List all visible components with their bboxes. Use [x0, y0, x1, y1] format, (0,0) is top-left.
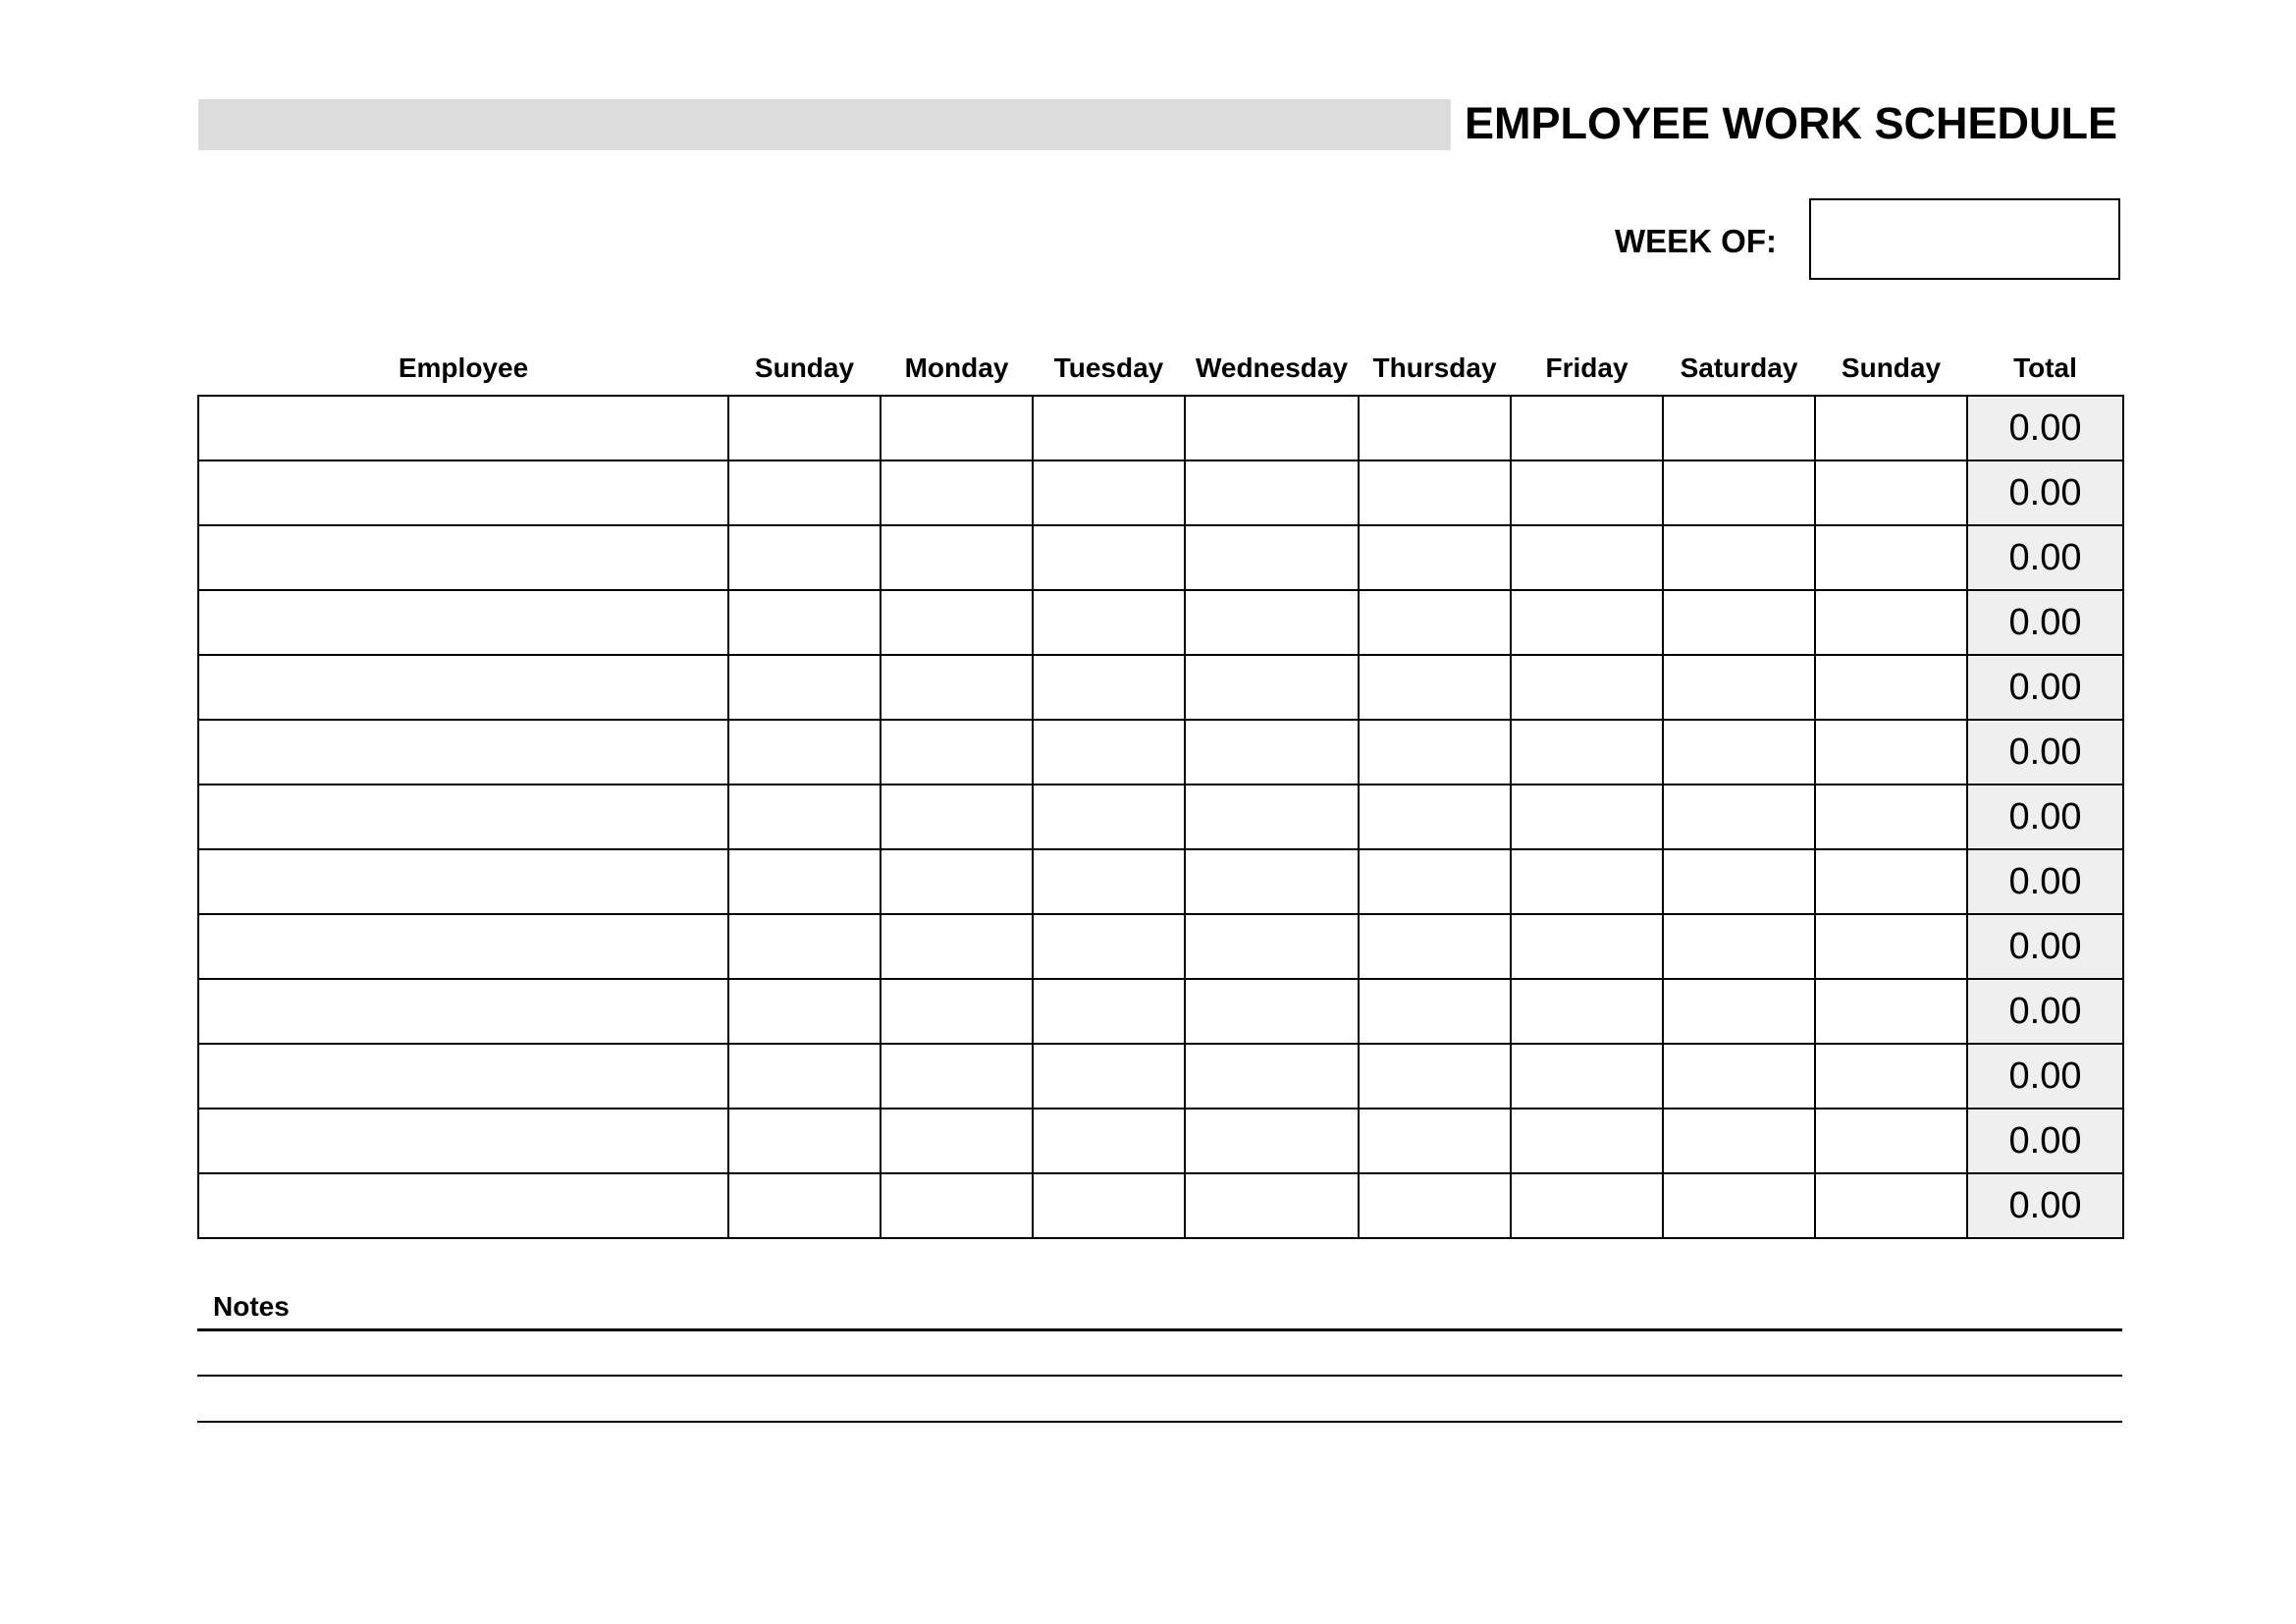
- hours-cell[interactable]: [1359, 720, 1511, 785]
- notes-line: [197, 1328, 2122, 1331]
- hours-cell[interactable]: [1033, 720, 1185, 785]
- hours-cell[interactable]: [1511, 914, 1663, 979]
- notes-line: [197, 1421, 2122, 1423]
- hours-cell[interactable]: [1359, 849, 1511, 914]
- week-of-label: WEEK OF:: [1615, 223, 1777, 259]
- hours-cell[interactable]: [1033, 979, 1185, 1044]
- hours-cell[interactable]: [1359, 1044, 1511, 1109]
- total-cell: 0.00: [1967, 590, 2123, 655]
- col-sunday: Sunday: [754, 352, 855, 383]
- hours-cell[interactable]: [1815, 785, 1967, 849]
- hours-cell[interactable]: [1815, 914, 1967, 979]
- hours-cell[interactable]: [1033, 849, 1185, 914]
- hours-cell[interactable]: [1033, 655, 1185, 720]
- hours-cell[interactable]: [728, 785, 881, 849]
- hours-cell[interactable]: [1185, 1044, 1359, 1109]
- schedule-table: [197, 342, 2124, 1239]
- employee-cell[interactable]: [198, 396, 728, 460]
- hours-cell[interactable]: [881, 720, 1033, 785]
- table-row: [198, 785, 2123, 849]
- hours-cell[interactable]: [1511, 655, 1663, 720]
- hours-cell[interactable]: [728, 1044, 881, 1109]
- employee-cell[interactable]: [198, 849, 728, 914]
- title-bar: [198, 99, 1451, 150]
- hours-cell[interactable]: [881, 460, 1033, 525]
- schedule-body: [198, 396, 2123, 1238]
- hours-cell[interactable]: [1359, 396, 1511, 460]
- hours-cell[interactable]: [1185, 396, 1359, 460]
- hours-cell[interactable]: [1815, 979, 1967, 1044]
- table-row: [198, 1044, 2123, 1109]
- employee-cell[interactable]: [198, 590, 728, 655]
- hours-cell[interactable]: [1359, 1109, 1511, 1173]
- hours-cell[interactable]: [881, 1044, 1033, 1109]
- hours-cell[interactable]: [1033, 1173, 1185, 1238]
- hours-cell[interactable]: [1815, 720, 1967, 785]
- employee-cell[interactable]: [198, 979, 728, 1044]
- hours-cell[interactable]: [1663, 1109, 1815, 1173]
- hours-cell[interactable]: [728, 1109, 881, 1173]
- hours-cell[interactable]: [728, 590, 881, 655]
- hours-cell[interactable]: [1185, 525, 1359, 590]
- hours-cell[interactable]: [1359, 914, 1511, 979]
- total-cell: 0.00: [1967, 525, 2123, 590]
- hours-cell[interactable]: [1511, 460, 1663, 525]
- hours-cell[interactable]: [1033, 525, 1185, 590]
- hours-cell[interactable]: [1511, 525, 1663, 590]
- hours-cell[interactable]: [1663, 914, 1815, 979]
- hours-cell[interactable]: [1185, 849, 1359, 914]
- hours-cell[interactable]: [1185, 590, 1359, 655]
- hours-cell[interactable]: [1815, 396, 1967, 460]
- col-monday: Monday: [904, 352, 1009, 383]
- hours-cell[interactable]: [1033, 590, 1185, 655]
- hours-cell[interactable]: [1815, 1044, 1967, 1109]
- hours-cell[interactable]: [1663, 655, 1815, 720]
- table-row: [198, 1173, 2123, 1238]
- col-sunday-2: Sunday: [1841, 352, 1942, 383]
- hours-cell[interactable]: [1663, 1173, 1815, 1238]
- employee-cell[interactable]: [198, 525, 728, 590]
- hours-cell[interactable]: [881, 979, 1033, 1044]
- hours-cell[interactable]: [881, 525, 1033, 590]
- hours-cell[interactable]: [1185, 655, 1359, 720]
- hours-cell[interactable]: [1511, 849, 1663, 914]
- col-employee: Employee: [398, 352, 529, 383]
- hours-cell[interactable]: [1511, 979, 1663, 1044]
- hours-cell[interactable]: [881, 849, 1033, 914]
- hours-cell[interactable]: [728, 396, 881, 460]
- notes-line: [197, 1375, 2122, 1377]
- hours-cell[interactable]: [1511, 396, 1663, 460]
- hours-cell[interactable]: [728, 849, 881, 914]
- hours-cell[interactable]: [1185, 460, 1359, 525]
- table-row: [198, 525, 2123, 590]
- hours-cell[interactable]: [1815, 590, 1967, 655]
- hours-cell[interactable]: [1033, 914, 1185, 979]
- hours-cell[interactable]: [1511, 785, 1663, 849]
- total-cell: 0.00: [1967, 979, 2123, 1044]
- total-cell: 0.00: [1967, 460, 2123, 525]
- total-cell: 0.00: [1967, 914, 2123, 979]
- hours-cell[interactable]: [1359, 590, 1511, 655]
- employee-cell[interactable]: [198, 720, 728, 785]
- hours-cell[interactable]: [1815, 1173, 1967, 1238]
- hours-cell[interactable]: [1663, 525, 1815, 590]
- hours-cell[interactable]: [728, 979, 881, 1044]
- hours-cell[interactable]: [728, 1173, 881, 1238]
- hours-cell[interactable]: [1815, 525, 1967, 590]
- hours-cell[interactable]: [1815, 460, 1967, 525]
- hours-cell[interactable]: [881, 1109, 1033, 1173]
- hours-cell[interactable]: [1185, 720, 1359, 785]
- hours-cell[interactable]: [881, 655, 1033, 720]
- hours-cell[interactable]: [1663, 979, 1815, 1044]
- employee-cell[interactable]: [198, 914, 728, 979]
- total-cell: 0.00: [1967, 785, 2123, 849]
- hours-cell[interactable]: [728, 460, 881, 525]
- hours-cell[interactable]: [1511, 590, 1663, 655]
- hours-cell[interactable]: [881, 914, 1033, 979]
- hours-cell[interactable]: [1359, 460, 1511, 525]
- hours-cell[interactable]: [1511, 1173, 1663, 1238]
- employee-cell[interactable]: [198, 1044, 728, 1109]
- hours-cell[interactable]: [1511, 1044, 1663, 1109]
- col-thursday: Thursday: [1372, 352, 1497, 383]
- hours-cell[interactable]: [1033, 785, 1185, 849]
- hours-cell[interactable]: [1511, 1109, 1663, 1173]
- hours-cell[interactable]: [1359, 655, 1511, 720]
- table-row: [198, 655, 2123, 720]
- total-cell: 0.00: [1967, 396, 2123, 460]
- employee-cell[interactable]: [198, 655, 728, 720]
- hours-cell[interactable]: [881, 1173, 1033, 1238]
- table-row: [198, 396, 2123, 460]
- notes-label: Notes: [213, 1291, 290, 1322]
- col-total: Total: [2013, 352, 2077, 383]
- table-row: [198, 460, 2123, 525]
- hours-cell[interactable]: [881, 590, 1033, 655]
- hours-cell[interactable]: [1815, 655, 1967, 720]
- col-friday: Friday: [1545, 352, 1629, 383]
- table-row: [198, 979, 2123, 1044]
- hours-cell[interactable]: [1663, 720, 1815, 785]
- employee-cell[interactable]: [198, 1109, 728, 1173]
- hours-cell[interactable]: [728, 914, 881, 979]
- hours-cell[interactable]: [1359, 525, 1511, 590]
- hours-cell[interactable]: [728, 655, 881, 720]
- hours-cell[interactable]: [1185, 1109, 1359, 1173]
- table-row: [198, 1109, 2123, 1173]
- col-tuesday: Tuesday: [1053, 352, 1164, 383]
- total-cell: 0.00: [1967, 655, 2123, 720]
- hours-cell[interactable]: [1359, 979, 1511, 1044]
- hours-cell[interactable]: [1663, 590, 1815, 655]
- hours-cell[interactable]: [728, 525, 881, 590]
- week-of-field[interactable]: [1809, 198, 2120, 280]
- employee-cell[interactable]: [198, 460, 728, 525]
- total-cell: 0.00: [1967, 720, 2123, 785]
- hours-cell[interactable]: [1359, 1173, 1511, 1238]
- table-row: [198, 590, 2123, 655]
- employee-cell[interactable]: [198, 1173, 728, 1238]
- hours-cell[interactable]: [1185, 1173, 1359, 1238]
- hours-cell[interactable]: [1663, 460, 1815, 525]
- table-row: [198, 720, 2123, 785]
- table-row: [198, 914, 2123, 979]
- hours-cell[interactable]: [1033, 396, 1185, 460]
- hours-cell[interactable]: [1815, 1109, 1967, 1173]
- hours-cell[interactable]: [1033, 1109, 1185, 1173]
- col-wednesday: Wednesday: [1195, 352, 1349, 383]
- employee-cell[interactable]: [198, 785, 728, 849]
- hours-cell[interactable]: [881, 785, 1033, 849]
- table-row: [198, 849, 2123, 914]
- hours-cell[interactable]: [1359, 785, 1511, 849]
- hours-cell[interactable]: [1033, 460, 1185, 525]
- hours-cell[interactable]: [1511, 720, 1663, 785]
- hours-cell[interactable]: [1663, 1044, 1815, 1109]
- total-cell: 0.00: [1967, 849, 2123, 914]
- total-cell: 0.00: [1967, 1044, 2123, 1109]
- page-title: EMPLOYEE WORK SCHEDULE: [1465, 98, 2118, 148]
- hours-cell[interactable]: [1663, 785, 1815, 849]
- total-cell: 0.00: [1967, 1109, 2123, 1173]
- hours-cell[interactable]: [1033, 1044, 1185, 1109]
- hours-cell[interactable]: [881, 396, 1033, 460]
- total-cell: 0.00: [1967, 1173, 2123, 1238]
- hours-cell[interactable]: [1663, 396, 1815, 460]
- hours-cell[interactable]: [1185, 914, 1359, 979]
- col-saturday: Saturday: [1680, 352, 1798, 383]
- hours-cell[interactable]: [1185, 785, 1359, 849]
- hours-cell[interactable]: [1663, 849, 1815, 914]
- hours-cell[interactable]: [728, 720, 881, 785]
- hours-cell[interactable]: [1815, 849, 1967, 914]
- hours-cell[interactable]: [1185, 979, 1359, 1044]
- header-row: [198, 342, 2123, 396]
